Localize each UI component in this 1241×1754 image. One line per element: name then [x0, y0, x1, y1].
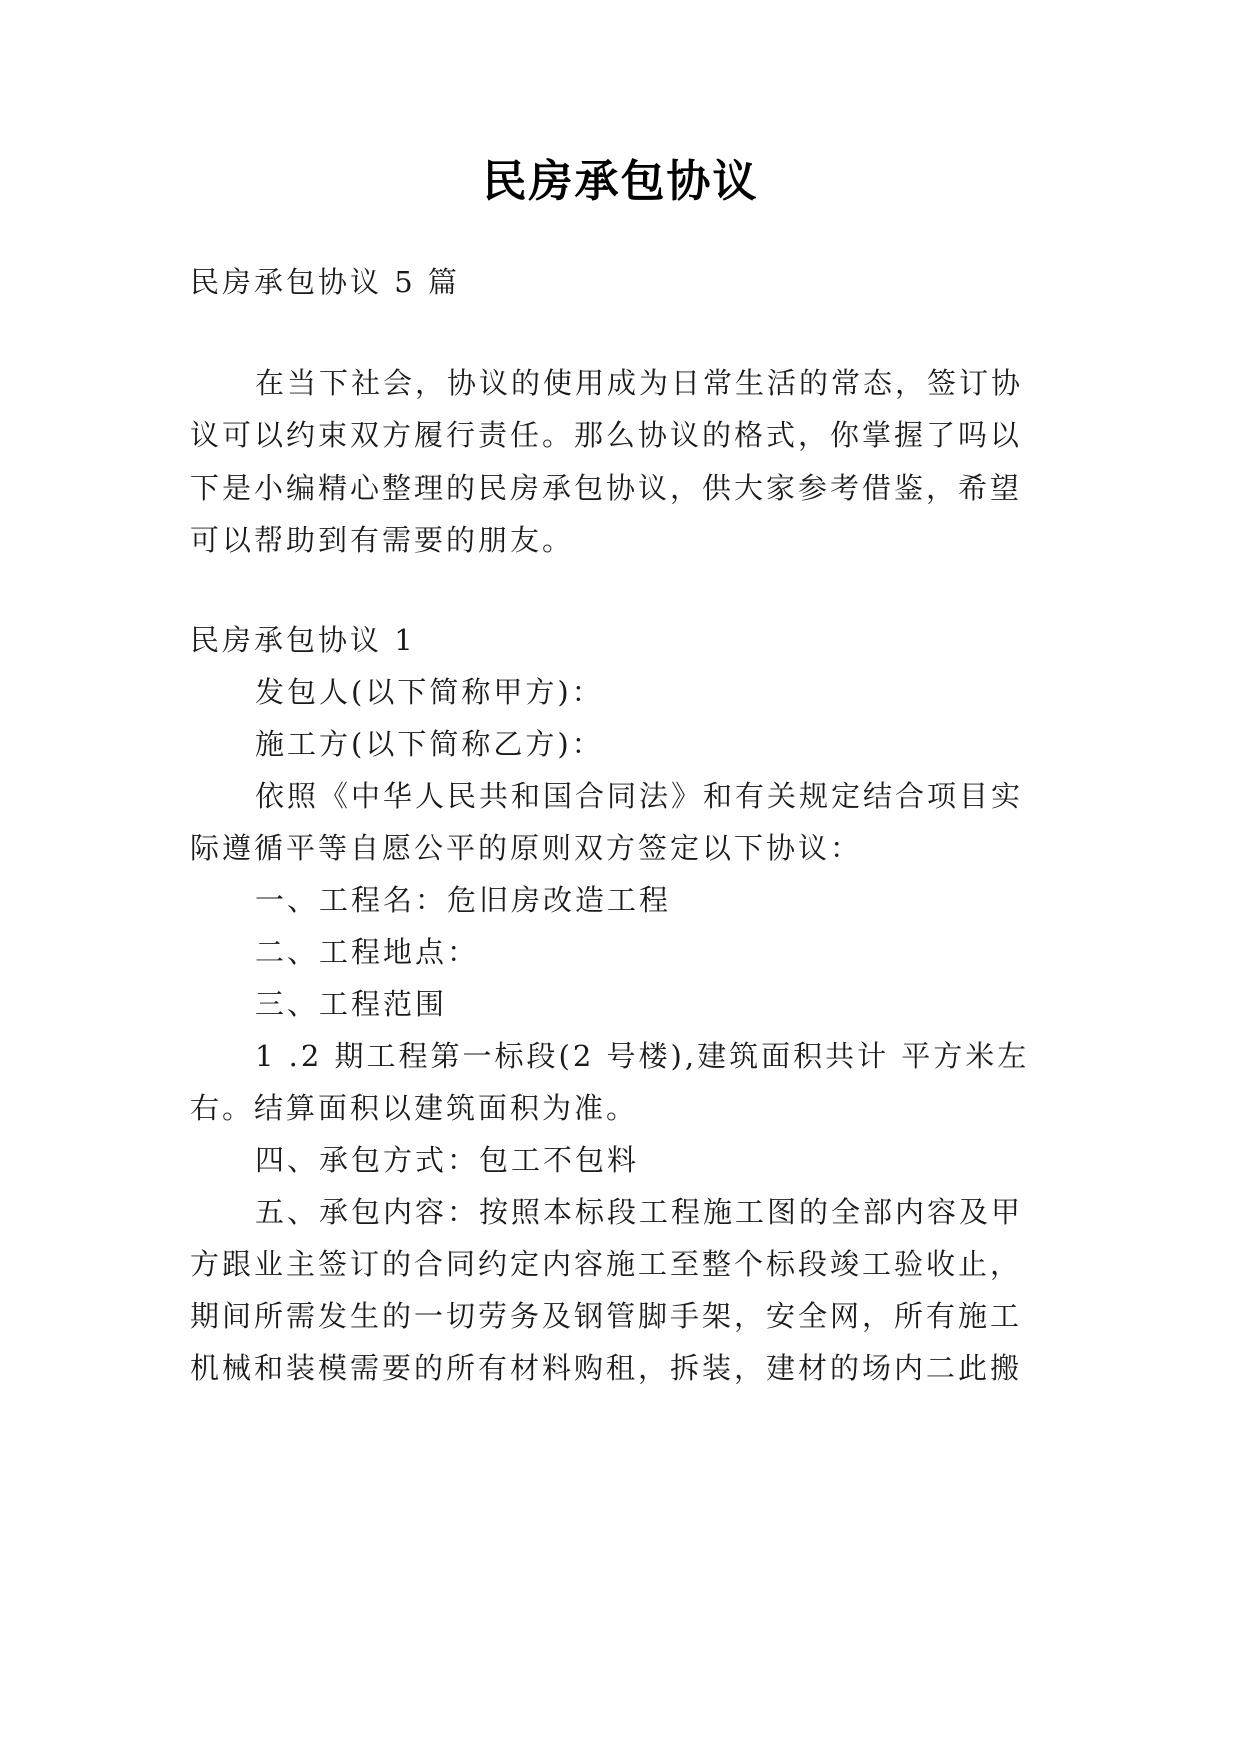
body-line: 四、承包方式：包工不包料	[255, 1143, 640, 1177]
intro-line: 在当下社会，协议的使用成为日常生活的常态，签订协	[255, 366, 1024, 400]
document-title: 民房承包协议	[482, 156, 759, 207]
section-heading: 民房承包协议 1	[190, 623, 416, 657]
body-line: 二、工程地点：	[255, 935, 480, 969]
body-line: 发包人(以下简称甲方)：	[255, 675, 604, 709]
body-line: 右。结算面积以建筑面积为准。	[190, 1091, 639, 1125]
body-line: 依照《中华人民共和国合同法》和有关规定结合项目实	[255, 779, 1024, 813]
body-line: 际遵循平等自愿公平的原则双方签定以下协议：	[190, 831, 863, 865]
intro-line: 下是小编精心整理的民房承包协议，供大家参考借鉴，希望	[190, 471, 1023, 505]
body-line: 施工方(以下简称乙方)：	[255, 727, 604, 761]
body-line: 机械和装模需要的所有材料购租，拆装，建材的场内二此搬	[190, 1351, 1023, 1385]
intro-line: 议可以约束双方履行责任。那么协议的格式，你掌握了吗以	[190, 418, 1023, 452]
body-line: 1 .2 期工程第一标段(2 号楼),建筑面积共计 平方米左	[255, 1039, 1030, 1073]
body-line: 三、工程范围	[255, 987, 448, 1021]
body-line: 一、工程名：危旧房改造工程	[255, 883, 672, 917]
body-line: 方跟业主签订的合同约定内容施工至整个标段竣工验收止，	[190, 1247, 1023, 1281]
document-subtitle: 民房承包协议 5 篇	[190, 265, 460, 299]
body-line: 期间所需发生的一切劳务及钢管脚手架，安全网，所有施工	[190, 1299, 1023, 1333]
body-line: 五、承包内容：按照本标段工程施工图的全部内容及甲	[255, 1195, 1024, 1229]
intro-line: 可以帮助到有需要的朋友。	[190, 523, 575, 557]
